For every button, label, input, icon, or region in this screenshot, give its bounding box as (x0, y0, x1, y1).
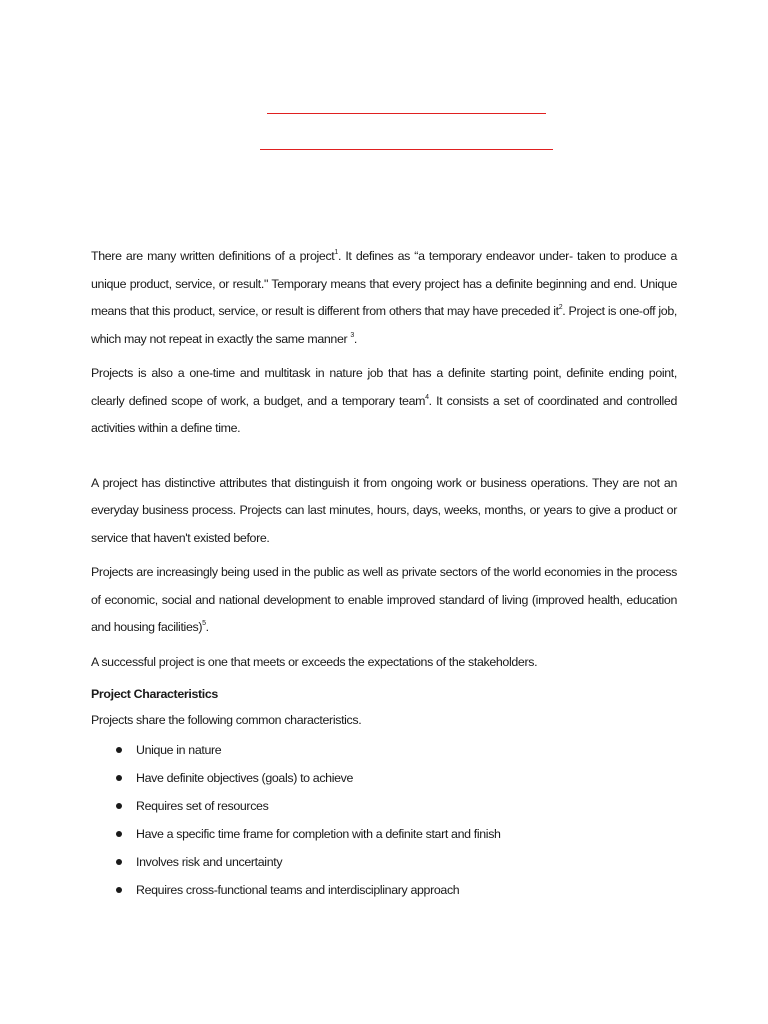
text-run: Projects is also a one-time and multitask in nature job that has a definite starting point, definite ending point, clearly defined scope of work, a budget, and a temporary team (91, 366, 677, 408)
footnote-ref: 1 (334, 249, 338, 256)
bullet-icon (116, 803, 122, 809)
list-item-label: Requires set of resources (136, 799, 269, 813)
paragraph-public-private-sectors (91, 559, 677, 642)
list-item-label: Have a specific time frame for completion with a definite start and finish (136, 827, 501, 841)
paragraph-project-definition (91, 243, 677, 353)
footnote-ref: 2 (558, 304, 563, 311)
list-item (91, 764, 677, 792)
bullet-icon (116, 887, 122, 893)
list-item (91, 848, 677, 876)
footnote-ref: 4 (425, 393, 429, 401)
section-heading: Project Characteristics (91, 687, 218, 701)
paragraph-one-time-nature (91, 360, 677, 443)
list-item-label: Have definite objectives (goals) to achieve (136, 771, 354, 785)
paragraph-successful-project: A successful project is one that meets or exceeds the expectations of the stakeholders. (91, 654, 538, 669)
footnote-ref: 3 (350, 331, 354, 339)
text-run: . (205, 620, 209, 634)
text-run: . (353, 331, 358, 346)
text-run: . It consists a set of coordinated and controlled activities within a define time. (91, 393, 677, 435)
bullet-icon (116, 831, 122, 837)
list-item-label: Requires cross-functional teams and interdisciplinary approach (136, 883, 460, 897)
text-run: Projects are increasingly being used in the public as well as private sectors of the world economies in the process of economic, social and national development to enable improved standard of living (improved health, education and housing facilities) (91, 565, 677, 634)
characteristics-list (91, 736, 677, 904)
list-item (91, 820, 677, 848)
red-title-rule-top (267, 113, 546, 114)
bullet-icon (116, 775, 122, 781)
document-body (91, 243, 677, 904)
list-item-label: Unique in nature (136, 743, 222, 757)
text-run: There are many written definitions of a project (91, 249, 335, 263)
text-run: . It defines as “a temporary endeavor under- taken to produce a unique product, service, or result." Temporary means that every project has a definite beginning and end. Unique means that this product, service, or result is different from others that may have preceded it (91, 249, 677, 318)
list-item (91, 792, 677, 820)
list-item (91, 736, 677, 764)
red-title-rule-bottom (260, 149, 553, 150)
bullet-icon (116, 859, 122, 865)
list-item-label: Involves risk and uncertainty (136, 855, 283, 869)
paragraph-distinctive-attributes: A project has distinctive attributes that distinguish it from ongoing work or business operations. They are not an everyday business process. Projects can last minutes, hours, days, weeks, months, or years to give a product or service that haven't existed before. (91, 475, 677, 545)
section-intro: Projects share the following common characteristics. (91, 713, 362, 727)
text-run: . Project is one-off job, which may not repeat in exactly the same manner (91, 304, 677, 346)
bullet-icon (116, 747, 122, 753)
list-item (91, 876, 677, 904)
footnote-ref: 5 (202, 620, 206, 627)
